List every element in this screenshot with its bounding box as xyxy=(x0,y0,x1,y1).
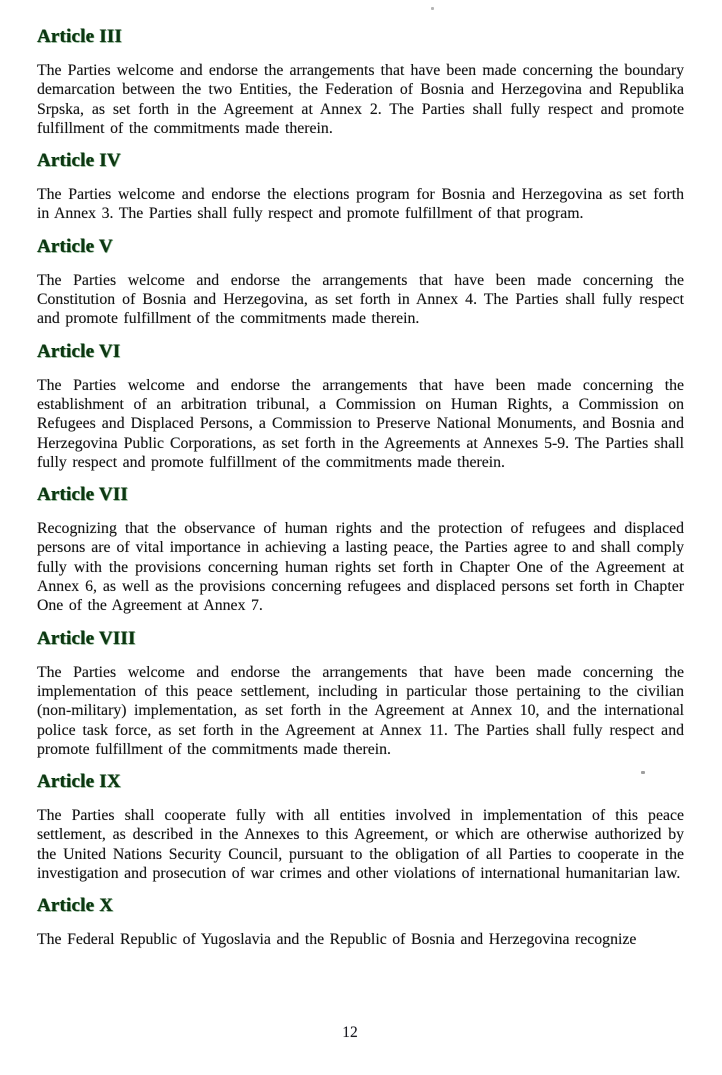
article-section xyxy=(37,484,684,615)
article-iv-heading: Article IV xyxy=(37,150,121,172)
scan-artifact xyxy=(641,771,645,774)
article-section xyxy=(37,26,684,138)
scan-artifact xyxy=(431,7,434,10)
article-v-heading: Article V xyxy=(37,235,113,257)
article-vii-heading: Article VII xyxy=(37,484,129,506)
article-vi-heading: Article VI xyxy=(37,340,121,362)
article-viii-paragraph: The Parties welcome and endorse the arrangements that have been made concerning the implementation of this peace settlement, including in particular those pertaining to the civilian (non-military) implementation, as set forth in the Agreement at Annex 10, and the international police task force, as set forth in the Agreement at Annex 11. The Parties shall fully respect and promote fulfillment of the commitments made therein. xyxy=(37,663,684,758)
article-section xyxy=(37,771,684,883)
article-x-paragraph: The Federal Republic of Yugoslavia and the Republic of Bosnia and Herzegovina recognize xyxy=(37,931,637,949)
article-vii-paragraph: Recognizing that the observance of human rights and the protection of refugees and displaced persons are of vital importance in achieving a lasting peace, the Parties agree to and shall comply fully with the provisions concerning human rights set forth in Chapter One of the Agreement at Annex 6, as well as the provisions concerning refugees and displaced persons set forth in Chapter One of the Agreement at Annex 7. xyxy=(37,520,684,615)
article-section xyxy=(37,236,684,329)
article-ix-heading: Article IX xyxy=(37,771,121,793)
article-iii-heading: Article III xyxy=(37,26,123,47)
article-section xyxy=(37,341,684,472)
article-section xyxy=(37,628,684,759)
article-v-paragraph: The Parties welcome and endorse the arrangements that have been made concerning the Constitution of Bosnia and Herzegovina, as set forth in Annex 4. The Parties shall fully respect and promote fulfillment of the commitments made therein. xyxy=(37,271,684,328)
page-number: 12 xyxy=(342,1024,358,1041)
article-section xyxy=(37,895,684,949)
article-iv-paragraph: The Parties welcome and endorse the elections program for Bosnia and Herzegovina as set forth in Annex 3. The Parties shall fully respect and promote fulfillment of that program. xyxy=(37,186,684,223)
article-vi-paragraph: The Parties welcome and endorse the arrangements that have been made concerning the establishment of an arbitration tribunal, a Commission on Human Rights, a Commission on Refugees and Displaced Persons, a Commission to Preserve National Monuments, and Bosnia and Herzegovina Public Corporations, as set forth in the Agreements at Annexes 5-9. The Parties shall fully respect and promote fulfillment of the commitments made therein. xyxy=(37,376,684,471)
article-section xyxy=(37,150,684,224)
article-x-heading: Article X xyxy=(37,895,114,917)
article-iii-paragraph: The Parties welcome and endorse the arrangements that have been made concerning the boundary demarcation between the two Entities, the Federation of Bosnia and Herzegovina and Republika Srpska, as set forth in the Agreement at Annex 2. The Parties shall fully respect and promote fulfillment of the commitments made therein. xyxy=(37,62,684,137)
article-ix-paragraph: The Parties shall cooperate fully with all entities involved in implementation of this peace settlement, as described in the Annexes to this Agreement, or which are otherwise authorized by the United Nations Security Council, pursuant to the obligation of all Parties to cooperate in the investigation and prosecution of war crimes and other violations of international humanitarian law. xyxy=(37,807,684,883)
article-viii-heading: Article VIII xyxy=(37,627,136,649)
